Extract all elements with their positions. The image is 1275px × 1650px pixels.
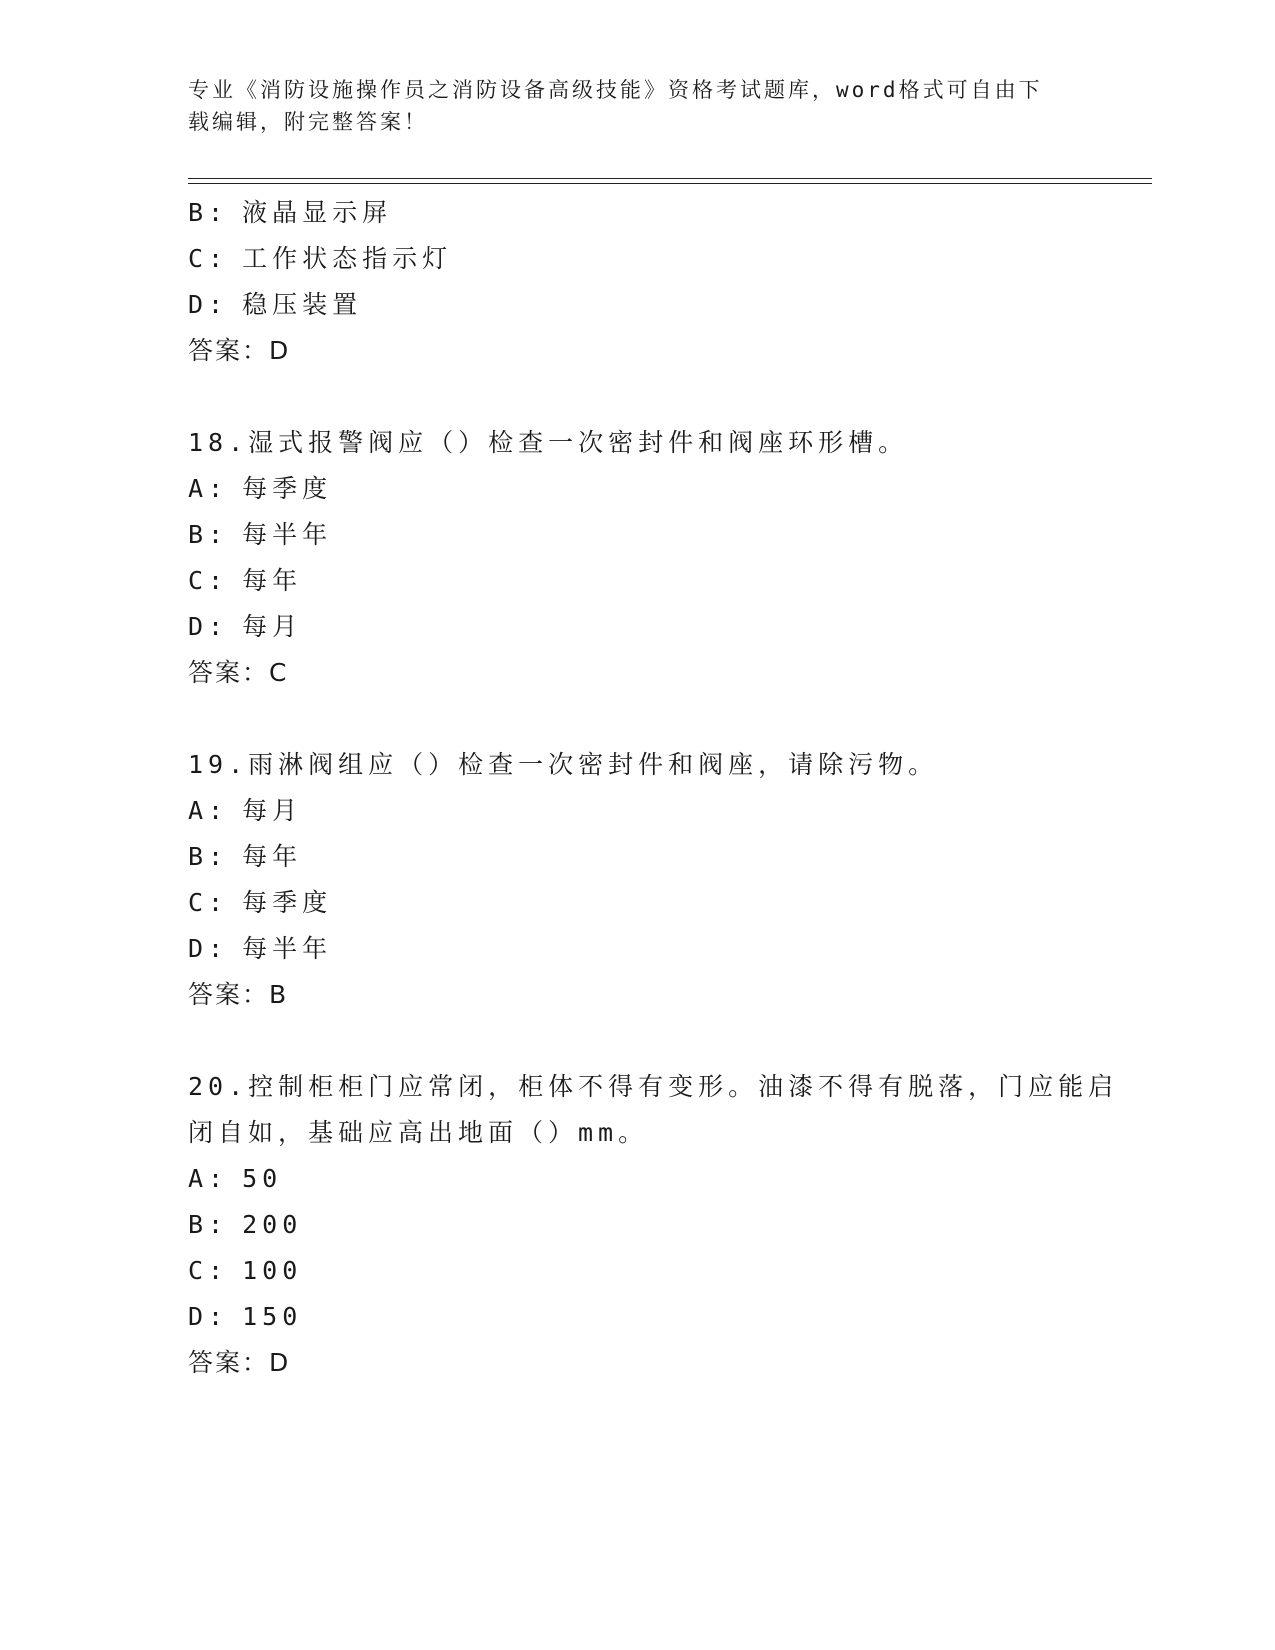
header-line-1: 专业《消防设施操作员之消防设备高级技能》资格考试题库，word格式可自由下 bbox=[188, 78, 1043, 102]
answer: 答案：D bbox=[188, 336, 291, 365]
question-text-line-1: 20.控制柜柜门应常闭，柜体不得有变形。油漆不得有脱落，门应能启 bbox=[188, 1072, 1119, 1101]
option-text: 150 bbox=[242, 1302, 303, 1331]
option-text: 液晶显示屏 bbox=[242, 198, 393, 227]
option-label: A: bbox=[188, 474, 229, 503]
option-label: B: bbox=[188, 842, 229, 871]
option-label: B: bbox=[188, 198, 229, 227]
option-label: A: bbox=[188, 796, 229, 825]
option-c bbox=[188, 1248, 1088, 1294]
option-label: C: bbox=[188, 566, 229, 595]
answer: 答案：C bbox=[188, 658, 289, 687]
header-rule-top bbox=[188, 178, 1152, 179]
question-text: 18.湿式报警阀应（）检查一次密封件和阀座环形槽。 bbox=[188, 428, 909, 457]
option-text: 100 bbox=[242, 1256, 303, 1285]
question-text-line-2: 闭自如，基础应高出地面（）mm。 bbox=[188, 1118, 649, 1147]
option-d bbox=[188, 604, 1088, 650]
option-text: 工作状态指示灯 bbox=[242, 244, 453, 273]
option-b bbox=[188, 834, 1088, 880]
option-label: B: bbox=[188, 1210, 229, 1239]
header-line-2: 载编辑，附完整答案！ bbox=[188, 110, 428, 134]
spacer bbox=[188, 374, 1088, 420]
spacer bbox=[188, 696, 1088, 742]
question-18 bbox=[188, 420, 1088, 696]
option-d bbox=[188, 1294, 1088, 1340]
option-label: B: bbox=[188, 520, 229, 549]
option-text: 每半年 bbox=[242, 520, 333, 549]
option-b bbox=[188, 512, 1088, 558]
option-text: 每季度 bbox=[242, 888, 333, 917]
option-text: 每半年 bbox=[242, 934, 333, 963]
header-rule-bottom bbox=[188, 183, 1152, 184]
option-b bbox=[188, 190, 1088, 236]
option-a bbox=[188, 788, 1088, 834]
option-a bbox=[188, 1156, 1088, 1202]
question-text: 19.雨淋阀组应（）检查一次密封件和阀座，请除污物。 bbox=[188, 750, 939, 779]
question-20 bbox=[188, 1064, 1119, 1386]
option-a bbox=[188, 466, 1088, 512]
option-label: D: bbox=[188, 1302, 229, 1331]
option-label: D: bbox=[188, 612, 229, 641]
option-label: D: bbox=[188, 290, 229, 319]
option-text: 每月 bbox=[242, 612, 303, 641]
option-c bbox=[188, 880, 1088, 926]
option-label: D: bbox=[188, 934, 229, 963]
option-c bbox=[188, 558, 1088, 604]
option-label: A: bbox=[188, 1164, 229, 1193]
option-d bbox=[188, 926, 1088, 972]
option-text: 200 bbox=[242, 1210, 303, 1239]
question-list bbox=[188, 190, 1119, 1386]
option-d bbox=[188, 282, 1088, 328]
question-19 bbox=[188, 742, 1088, 1018]
spacer bbox=[188, 1018, 1088, 1064]
option-c bbox=[188, 236, 1088, 282]
option-label: C: bbox=[188, 1256, 229, 1285]
option-label: C: bbox=[188, 888, 229, 917]
option-label: C: bbox=[188, 244, 229, 273]
option-text: 每季度 bbox=[242, 474, 333, 503]
option-b bbox=[188, 1202, 1088, 1248]
answer: 答案：B bbox=[188, 980, 289, 1009]
option-text: 50 bbox=[242, 1164, 283, 1193]
option-text: 每年 bbox=[242, 566, 303, 595]
option-text: 稳压装置 bbox=[242, 290, 363, 319]
option-text: 每年 bbox=[242, 842, 303, 871]
option-text: 每月 bbox=[242, 796, 303, 825]
document-header bbox=[188, 74, 1068, 138]
answer: 答案：D bbox=[188, 1348, 291, 1377]
question-17-partial bbox=[188, 190, 1088, 374]
